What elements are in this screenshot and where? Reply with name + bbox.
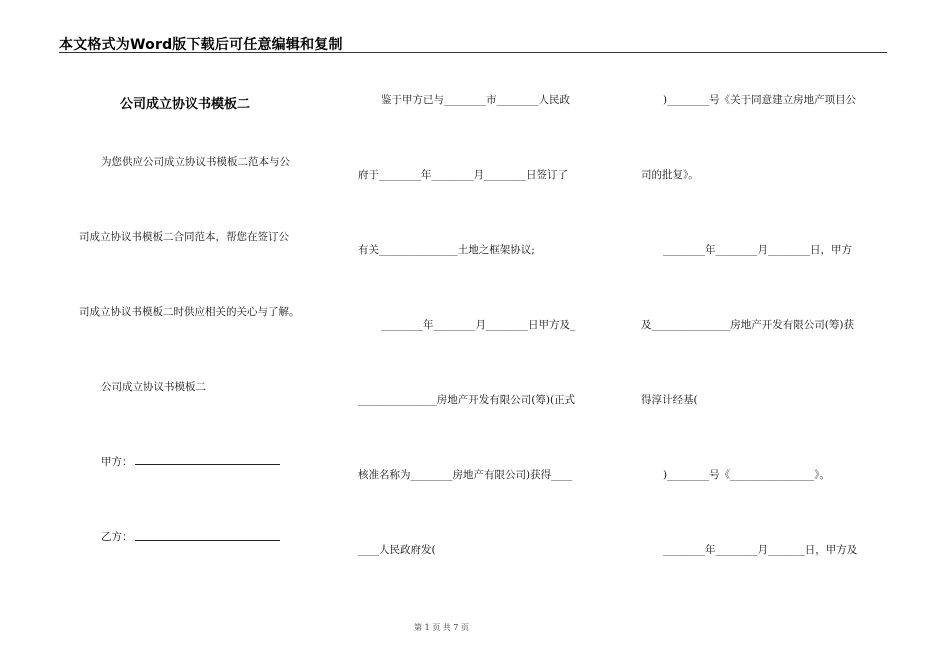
header-rule (59, 52, 887, 53)
party-b-line (135, 540, 280, 541)
document-header: 本文格式为Word版下载后可任意编辑和复制 (59, 37, 343, 53)
intro-line-3: 司成立协议书模板二时供应相关的关心与了解。 (79, 306, 300, 318)
col2-line-3: 有关_______________土地之框架协议; (358, 244, 535, 256)
intro-line-1: 为您供应公司成立协议书模板二范本与公 (101, 156, 290, 168)
intro-line-2: 司成立协议书模板二合同范本，帮您在签订公 (79, 231, 289, 243)
col2-line-2: 府于________年________月________日签订了 (358, 169, 568, 181)
col2-line-4: ________年________月________日甲方及_ (381, 319, 576, 331)
document-title: 公司成立协议书模板二 (120, 97, 251, 112)
page-indicator: 第 1 页 共 7 页 (414, 623, 469, 632)
col3-line-3: ________年________月________日，甲方 (663, 244, 852, 256)
party-a-line (135, 464, 280, 465)
col2-line-7: ____人民政府发( (358, 544, 436, 556)
col2-line-1: 鉴于甲方已与________市________人民政 (381, 94, 570, 106)
col3-line-7: ________年________月_______日，甲方及 (663, 544, 858, 556)
col3-line-6: )________号《________________》。 (663, 469, 830, 481)
col3-line-1: )________号《关于同意建立房地产项目公 (663, 94, 857, 106)
party-b-label: 乙方： (101, 531, 133, 543)
col3-line-4: 及_______________房地产开发有限公司(筹)获 (641, 319, 854, 331)
col2-line-6: 核准名称为________房地产有限公司)获得____ (358, 469, 573, 481)
col3-line-5: 得淳计经基( (641, 394, 698, 406)
col3-line-2: 司的批复》。 (641, 169, 699, 181)
col2-line-5: _______________房地产开发有限公司(筹)(正式 (358, 394, 576, 406)
section-heading: 公司成立协议书模板二 (101, 381, 206, 393)
party-a-label: 甲方： (101, 456, 133, 468)
